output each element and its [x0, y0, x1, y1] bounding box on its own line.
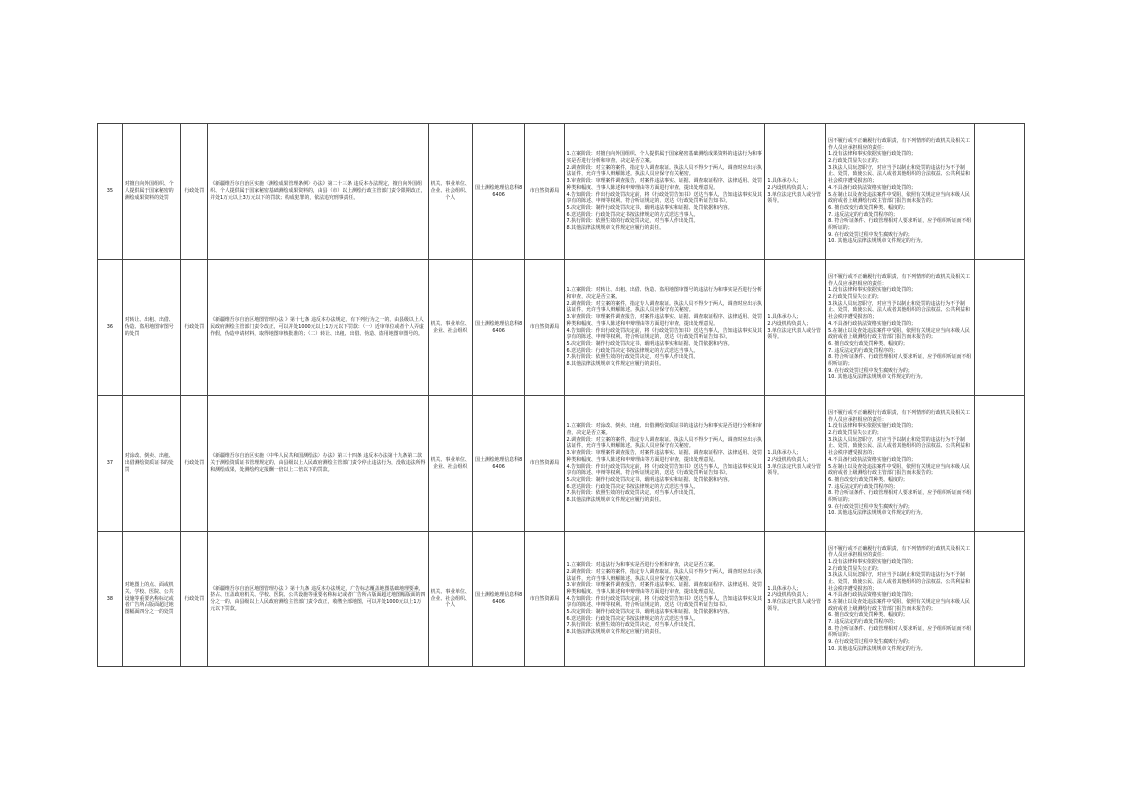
- procedure-step: 8.其他法律法规规章文件规定应履行的责任。: [566, 496, 665, 503]
- accountability-clause: 6. 擅自改变行政处罚种类、幅度的；: [828, 476, 908, 483]
- accountability-clause: 4.不具备行政执法资格实施行政处罚的；: [828, 184, 916, 191]
- row-number: 35: [98, 124, 123, 260]
- accountability-clause: 7. 违反法定的行政处罚程序的；: [828, 211, 898, 218]
- legal-basis: 《新疆维吾尔自治区地图管理办法 》第十九条 违反本办法规定，广告标志覆盖地图基础地理要素，挤占、压盖政府机关、学校、医院、公共设施等重要名称标记或者广告所占版面超过地图幅版面的四分之一的，由县级以上人民政府测绘主管部门责令改正，收缴全部地图，可以并处1000元以上1万元以下罚款。: [208, 532, 428, 667]
- responsible-department: 国土测绘地理信息科86406: [472, 260, 525, 396]
- responsible-person: 3.单位法定代表人或分管领导。: [767, 463, 821, 477]
- responsible-department: 国土测绘地理信息科86406: [472, 532, 525, 667]
- accountability-clause: 5.在制止以及查处违法案件中受阻，依照有关规定应当向本级人民政府或者上级测绘行政主管部门报告而未报告的；: [828, 463, 970, 477]
- legal-basis: 《新疆维吾尔自治区实施〈中华人民共和国测绘法〉办法》第三十四条 违反本办法第十九条第二款关于测绘资质证书管理规定的，由县级以上人民政府测绘主管部门责令停止违法行为，没收违法所得和测绘成果，处测绘约定报酬一倍以上二倍以下的罚款。: [208, 396, 428, 532]
- accountability-clause: 3.执法人员玩忽职守，对应当予以制止和处罚的违法行为不予制止、处罚，致使公民、法人或者其他组织的合法权益、公共利益和社会秩序遭受损害的；: [828, 164, 970, 185]
- accountability-clause: 因不履行或不正确履行行政职责，有下列情形的行政机关及相关工作人员应承担相应的责任：: [828, 138, 970, 151]
- implementing-unit: 市自然资源局: [525, 124, 564, 260]
- procedure-step: 2.调查阶段：对立案的案件，指定专人调查取证。执法人员不得少于两人，调查时应出示执法证件，允许当事人辩解陈述。执法人员应保守有关秘密。: [566, 436, 762, 450]
- responsible-department: 国土测绘地理信息科86406: [472, 396, 525, 532]
- procedure-step: 3.审查阶段：审理案件调查报告，对案件违法事实、证据、调查取证程序、法律适用、处罚种类和幅度、当事人陈述和申辩理由等方面进行审查，提出处理意见。: [566, 314, 762, 327]
- procedure-steps: [564, 532, 765, 667]
- accountability-clause: 因不履行或不正确履行行政职责，有下列情形的行政机关及相关工作人员应承担相应的责任：: [828, 545, 970, 559]
- accountability-clause: 3.执法人员玩忽职守，对应当予以制止和处罚的违法行为不予制止、处罚，致使公民、法人或者其他组织的合法权益、公共利益和社会秩序遭受损害的；: [828, 436, 970, 457]
- procedure-step: 4.告知阶段：作出行政处罚决定前，将《行政处罚告知书》送达当事人，告知违法事实及其享有的陈述、申辩等权利。符合听证规定的，送达《行政处罚听证告知书》。: [566, 463, 762, 477]
- responsible-person: 2.内设机构负责人；: [767, 320, 812, 327]
- accountability-clause: 3.执法人员玩忽职守，对应当予以制止和处罚的违法行为不予制止、处罚，致使公民、法人或者其他组织的合法权益、公共利益和社会秩序遭受损害的；: [828, 300, 970, 321]
- responsible-person: 3.单位法定代表人或分管领导。: [767, 191, 821, 205]
- accountability-clause: 因不履行或不正确履行行政职责，有下列情形的行政机关及相关工作人员应承担相应的责任：: [828, 274, 970, 287]
- procedure-step: 3.审查阶段：审理案件调查报告，对案件违法事实、证据、调查取证程序、法律适用、处罚种类和幅度、当事人陈述和申辩理由等方面进行审查，提出处理意见。: [566, 450, 762, 463]
- procedure-step: 5.决定阶段：制作行政处罚决定书，载明违法事实和证据、处罚依据和内容。: [566, 609, 733, 615]
- power-type: 行政处罚: [181, 124, 208, 260]
- power-type: 行政处罚: [181, 532, 208, 667]
- procedure-step: 4.告知阶段：作出行政处罚决定前，将《行政处罚告知书》送达当事人，告知违法事实及其享有的陈述、申辩等权利。符合听证规定的，送达《行政处罚听证告知书》。: [566, 595, 762, 609]
- procedure-step: 3.审查阶段：审理案件调查报告，对案件违法事实、证据、调查取证程序、法律适用、处罚种类和幅度、当事人陈述和申辩理由等方面进行审查，提出处理意见。: [566, 178, 762, 191]
- accountability-clause: 1.没有法律和事实依据实施行政处罚的；: [828, 423, 916, 430]
- procedure-step: 6.送达阶段：行政处罚决定书按法律规定的方式送达当事人。: [566, 483, 699, 490]
- item-name: 对涂改、倒卖、出租、出借测绘资质证书的处罚: [122, 396, 181, 532]
- procedure-step: 1.立案阶段：对涂改、倒卖、出租、出借测绘资质证书的违法行为和事实是否进行分析和审查，决定是否立案。: [566, 423, 762, 437]
- target-object: 机关、事业单位、企业、社会组织、个人: [428, 532, 472, 667]
- accountability-clause: 2.行政处罚显失公正的；: [828, 158, 882, 165]
- procedure-step: 6.送达阶段：行政处罚决定书按法律规定的方式送达当事人。: [566, 615, 699, 622]
- accountability-clause: 2.行政处罚显失公正的；: [828, 565, 882, 572]
- accountability-clause: 因不履行或不正确履行行政职责，有下列情形的行政机关及相关工作人员应承担相应的责任：: [828, 410, 970, 423]
- table-row: [98, 532, 1025, 667]
- procedure-steps: [564, 260, 765, 396]
- item-name: 对擅自向外国组织、个人提供属于国家秘密的测绘成果资料的处罚: [122, 124, 181, 260]
- row-number: 36: [98, 260, 123, 396]
- accountability-clause: 1.没有法律和事实依据实施行政处罚的；: [828, 287, 916, 294]
- accountability-clause: 5.在制止以及查处违法案件中受阻，依照有关规定应当向本级人民政府或者上级测绘行政主管部门报告而未报告的；: [828, 191, 970, 205]
- procedure-step: 4.告知阶段：作出行政处罚决定前，将《行政处罚告知书》送达当事人，告知违法事实及其享有的陈述、申辩等权利。符合听证规定的，送达《行政处罚听证告知书》。: [566, 327, 762, 341]
- accountability-clauses: [826, 260, 975, 396]
- responsible-person: 2.内设机构负责人；: [767, 184, 812, 191]
- legal-basis: 《新疆维吾尔自治区地图管理办法 》第十七条 违反本办法规定，有下列行为之一的，由县级以上人民政府测绘主管部门责令改正，可以并处1000元以上1万元以下罚款：（一）近审单位或者个人弄虚作假，伪造申请材料，取得地图审核批准的；（二）转让、出租、出借、伪造、盗用地图审图号的。: [208, 260, 428, 396]
- procedure-step: 6.送达阶段：行政处罚决定书按法律规定的方式送达当事人。: [566, 347, 699, 354]
- accountability-clause: 8. 符合听证条件、行政管理相对人要求听证，应予组织听证而不组织听证的；: [828, 354, 972, 367]
- responsible-person: 1.具体承办人；: [767, 178, 802, 185]
- accountability-clause: 4.不具备行政执法资格实施行政处罚的；: [828, 320, 916, 327]
- procedure-step: 7.执行阶段：依照生效的行政处罚决定，对当事人作出处罚。: [566, 490, 699, 497]
- procedure-step: 1.立案阶段：对违法行为和事实是否进行分析和审查，决定是否立案。: [566, 562, 718, 569]
- accountability-clauses: [826, 124, 975, 260]
- accountability-clause: 7. 违反法定的行政处罚程序的；: [828, 619, 898, 626]
- procedure-step: 2.调查阶段：对立案的案件，指定专人调查取证。执法人员不得少于两人，调查时应出示执法证件，允许当事人辩解陈述。执法人员应保守有关秘密。: [566, 568, 762, 582]
- responsible-person: 1.具体承办人；: [767, 450, 802, 457]
- accountability-clause: 9. 在行政处罚过程中发生腐败行为的；: [828, 503, 913, 510]
- row-number: 37: [98, 396, 123, 532]
- responsible-person: 2.内设机构负责人；: [767, 456, 812, 463]
- remarks-cell: [975, 124, 1025, 260]
- accountability-clause: 10. 其他违反法律法规规章文件规定的行为。: [828, 645, 926, 652]
- procedure-step: 3.审查阶段：审理案件调查报告，对案件违法事实、证据、调查取证程序、法律适用、处罚种类和幅度、当事人陈述和申辩理由等方面进行审查，提出处理意见。: [566, 582, 762, 595]
- accountability-clause: 6. 擅自改变行政处罚种类、幅度的；: [828, 340, 908, 347]
- procedure-steps: [564, 396, 765, 532]
- power-type: 行政处罚: [181, 396, 208, 532]
- procedure-step: 7.执行阶段：依照生效的行政处罚决定，对当事人作出处罚。: [566, 218, 699, 225]
- legal-basis: 《新疆维吾尔自治区实施〈测绘成果管理条例〉办法》第二十三条 违反本办法规定，擅自向外国组织、个人提供属于国家秘密基础测绘成果资料的，由县（市）以上测绘行政主管部门责令限期改正，并处1万元以上3万元以下的罚款；构成犯罪的，依法追究刑事责任。: [208, 124, 428, 260]
- accountability-clause: 4.不具备行政执法资格实施行政处罚的；: [828, 456, 916, 463]
- target-object: 机关、事业单位、企业、社会组织: [428, 260, 472, 396]
- accountability-clause: 2.行政处罚显失公正的；: [828, 294, 882, 301]
- responsible-persons: [765, 124, 826, 260]
- implementing-unit: 市自然资源局: [525, 260, 564, 396]
- table-row: [98, 396, 1025, 532]
- procedure-steps: [564, 124, 765, 260]
- accountability-clause: 9. 在行政处罚过程中发生腐败行为的；: [828, 231, 913, 238]
- power-type: 行政处罚: [181, 260, 208, 396]
- accountability-clause: 10. 其他违反法律法规规章文件规定的行为。: [828, 238, 926, 245]
- target-object: 机关、事业单位、企业、社会组织、个人: [428, 124, 472, 260]
- accountability-clause: 5.在制止以及查处违法案件中受阻，依照有关规定应当向本级人民政府或者上级测绘行政主管部门报告而未报告的；: [828, 599, 970, 612]
- target-object: 机关、事业单位、企业、社会组织: [428, 396, 472, 532]
- accountability-clause: 9. 在行政处罚过程中发生腐败行为的；: [828, 367, 913, 374]
- responsible-persons: [765, 396, 826, 532]
- accountability-clause: 4.不具备行政执法资格实施行政处罚的；: [828, 592, 916, 599]
- accountability-clause: 3.执法人员玩忽职守，对应当予以制止和处罚的违法行为不予制止、处罚，致使公民、法人或者其他组织的合法权益、公共利益和社会秩序遭受损害的；: [828, 572, 970, 592]
- responsible-persons: [765, 260, 826, 396]
- remarks-cell: [975, 532, 1025, 667]
- accountability-clauses: [826, 532, 975, 667]
- procedure-step: 1.立案阶段：对擅自向外国组织、个人提供属于国家秘密基础测绘成果资料的违法行为和事实是否进行分析和审查，决定是否立案。: [566, 151, 762, 165]
- accountability-clause: 8. 符合听证条件、行政管理相对人要求听证，应予组织听证而不组织听证的；: [828, 490, 972, 503]
- accountability-clause: 1.没有法律和事实依据实施行政处罚的；: [828, 151, 916, 158]
- procedure-step: 7.执行阶段：依照生效的行政处罚决定，对当事人作出处罚。: [566, 354, 699, 361]
- accountability-clause: 7. 违反法定的行政处罚程序的；: [828, 347, 898, 354]
- accountability-clauses: [826, 396, 975, 532]
- remarks-cell: [975, 260, 1025, 396]
- responsible-department: 国土测绘地理信息科86406: [472, 124, 525, 260]
- accountability-clause: 1.没有法律和事实依据实施行政处罚的；: [828, 558, 916, 565]
- procedure-step: 8.其他法律法规规章文件规定应履行的责任。: [566, 224, 665, 231]
- item-name: 对地图上的点、面或机关、学校、医院、公共设施等重要名称标记或者广告所占版面超过地图幅面四分之一的处罚: [122, 532, 181, 667]
- implementing-unit: 市自然资源局: [525, 396, 564, 532]
- power-list-table: [97, 123, 1025, 667]
- row-number: 38: [98, 532, 123, 667]
- remarks-cell: [975, 396, 1025, 532]
- accountability-clause: 5.在制止以及查处违法案件中受阻，依照有关规定应当向本级人民政府或者上级测绘行政主管部门报告而未报告的；: [828, 327, 970, 341]
- responsible-person: 1.具体承办人；: [767, 314, 802, 321]
- accountability-clause: 8. 符合听证条件、行政管理相对人要求听证，应予组织听证而不组织听证的；: [828, 625, 972, 639]
- procedure-step: 5.决定阶段：制作行政处罚决定书，载明违法事实和证据、处罚依据和内容。: [566, 476, 733, 483]
- procedure-step: 8.其他法律法规规章文件规定应履行的责任。: [566, 629, 665, 636]
- accountability-clause: 9. 在行政处罚过程中发生腐败行为的；: [828, 639, 913, 646]
- procedure-step: 2.调查阶段：对立案的案件，指定专人调查取证。执法人员不得少于两人，调查时应出示执法证件，允许当事人辩解陈述。执法人员应保守有关秘密。: [566, 164, 762, 178]
- procedure-step: 6.送达阶段：行政处罚决定书按法律规定的方式送达当事人。: [566, 211, 699, 218]
- accountability-clause: 2.行政处罚显失公正的；: [828, 430, 882, 437]
- item-name: 对转让、出租、出借、伪造、盗用地图审图号的处罚: [122, 260, 181, 396]
- accountability-clause: 6. 擅自改变行政处罚种类、幅度的；: [828, 612, 908, 619]
- accountability-clause: 10. 其他违反法律法规规章文件规定的行为。: [828, 510, 926, 517]
- procedure-step: 5.决定阶段：制作行政处罚决定书，载明违法事实和证据、处罚依据和内容。: [566, 340, 733, 347]
- table-row: [98, 124, 1025, 260]
- responsible-person: 1.具体承办人；: [767, 585, 802, 592]
- implementing-unit: 市自然资源局: [525, 532, 564, 667]
- procedure-step: 8.其他法律法规规章文件规定应履行的责任。: [566, 360, 665, 367]
- responsible-person: 2.内设机构负责人；: [767, 592, 812, 599]
- procedure-step: 1.立案阶段：对转让、出租、出借、伪造、盗用地图审图号的违法行为和事实是否进行分析和审查，决定是否立案。: [566, 287, 762, 301]
- procedure-step: 2.调查阶段：对立案的案件，指定专人调查取证。执法人员不得少于两人，调查时应出示执法证件，允许当事人辩解陈述。执法人员应保守有关秘密。: [566, 300, 762, 314]
- procedure-step: 5.决定阶段：制作行政处罚决定书，载明违法事实和证据、处罚依据和内容。: [566, 204, 733, 211]
- procedure-step: 7.执行阶段：依照生效的行政处罚决定，对当事人作出处罚。: [566, 622, 699, 629]
- responsible-person: 3.单位法定代表人或分管领导。: [767, 599, 821, 612]
- accountability-clause: 8. 符合听证条件、行政管理相对人要求听证，应予组织听证而不组织听证的；: [828, 218, 972, 231]
- table-row: [98, 260, 1025, 396]
- accountability-clause: 10. 其他违反法律法规规章文件规定的行为。: [828, 374, 926, 381]
- responsible-person: 3.单位法定代表人或分管领导。: [767, 327, 821, 341]
- accountability-clause: 6. 擅自改变行政处罚种类、幅度的；: [828, 204, 908, 211]
- procedure-step: 4.告知阶段：作出行政处罚决定前，将《行政处罚告知书》送达当事人，告知违法事实及其享有的陈述、申辩等权利。符合听证规定的，送达《行政处罚听证告知书》。: [566, 191, 762, 205]
- accountability-clause: 7. 违反法定的行政处罚程序的；: [828, 483, 898, 490]
- responsible-persons: [765, 532, 826, 667]
